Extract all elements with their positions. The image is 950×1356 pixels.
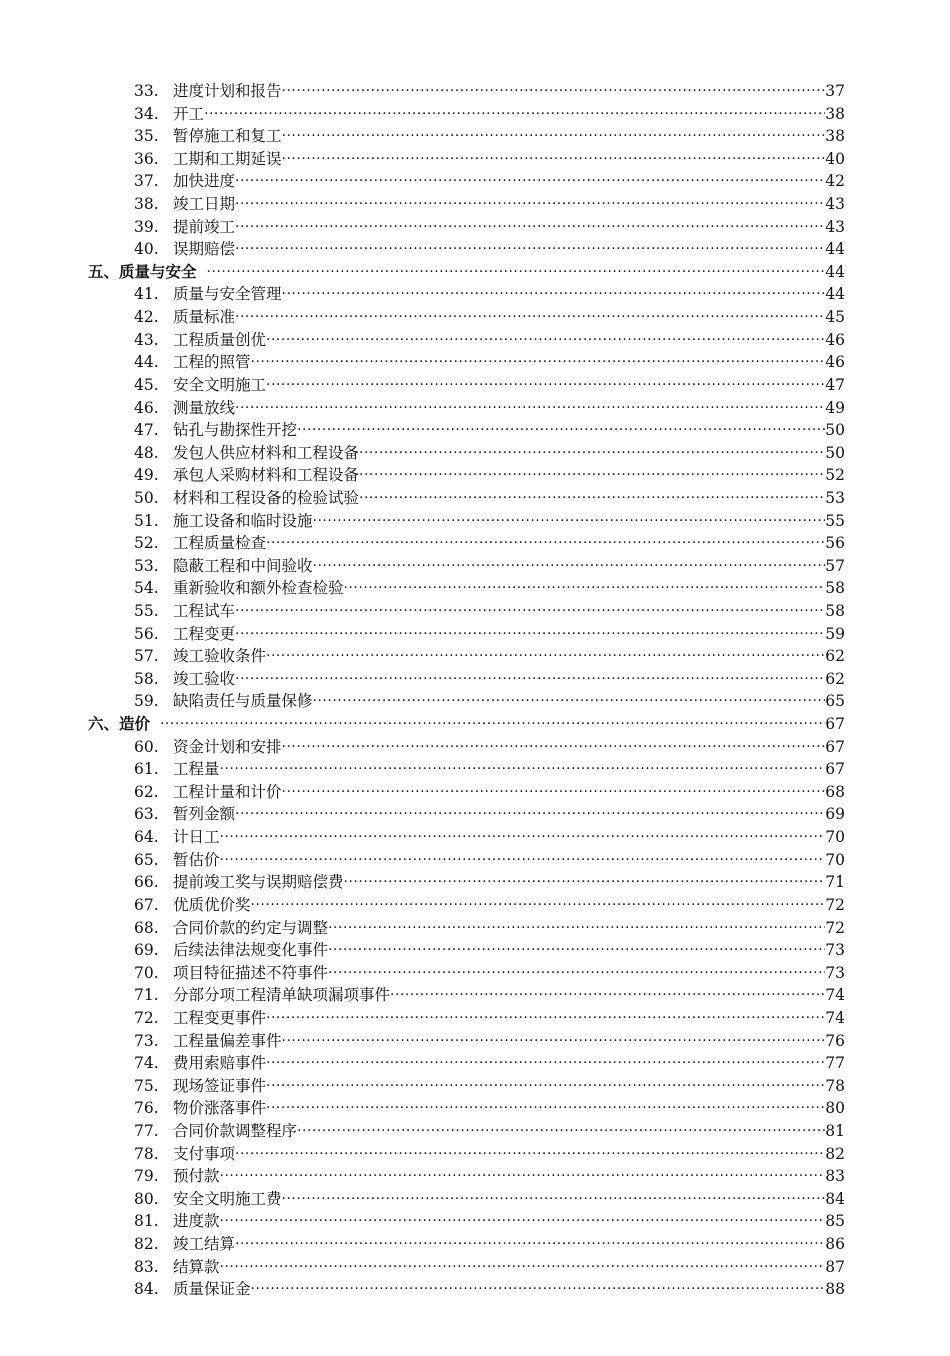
toc-entry-number: 66. [134,873,159,892]
toc-entry[interactable] [88,329,845,352]
toc-entry[interactable] [88,442,845,465]
toc-entry-number: 59. [134,692,159,711]
toc-entry-number: 61. [134,760,159,779]
toc-entry-title: 竣工验收条件 [173,647,267,666]
toc-entry-number: 37. [134,172,159,191]
toc-entry-page: 67 [825,715,845,734]
toc-entry-number: 47. [134,421,159,440]
toc-entry-page: 76 [825,1031,845,1050]
toc-dot-leader [266,374,825,397]
toc-entry-page: 71 [825,873,845,892]
toc-entry-number: 43. [134,330,159,349]
toc-entry-page: 67 [825,737,845,756]
toc-entry[interactable] [88,1143,845,1166]
toc-entry-page: 45 [825,308,845,327]
toc-entry-title: 合同价款调整程序 [173,1122,298,1141]
toc-entry-page: 74 [825,1008,845,1027]
toc-entry-number: 48. [134,443,159,462]
toc-entry-number: 71. [134,986,159,1005]
toc-dot-leader [235,803,825,826]
toc-entry[interactable] [88,1233,845,1256]
toc-dot-leader [328,939,825,962]
toc-entry-title: 缺陷责任与质量保修 [173,692,313,711]
toc-entry-title: 六、造价 [88,715,151,734]
toc-dot-leader [297,419,825,442]
toc-entry-number: 51. [134,511,159,530]
toc-dot-leader [235,668,825,691]
toc-entry-number: 68. [134,918,159,937]
toc-entry-page: 52 [825,466,845,485]
toc-dot-leader [266,329,825,352]
toc-entry[interactable] [88,487,845,510]
toc-entry-title: 重新验收和额外检查检验 [173,579,344,598]
toc-entry-title: 加快进度 [173,172,236,191]
toc-entry-number: 35. [134,127,159,146]
toc-entry[interactable] [88,238,845,261]
toc-entry[interactable] [88,939,845,962]
toc-entry-number: 56. [134,624,159,643]
toc-dot-leader [235,238,825,261]
toc-entry-page: 87 [825,1257,845,1276]
toc-entry-page: 69 [825,805,845,824]
toc-entry-number: 49. [134,466,159,485]
toc-dot-leader [328,917,825,940]
toc-entry-title: 误期赔偿 [173,240,236,259]
toc-dot-leader [359,442,825,465]
toc-entry-number: 58. [134,669,159,688]
toc-entry-title: 承包人采购材料和工程设备 [173,466,360,485]
toc-entry-page: 74 [825,986,845,1005]
toc-entry[interactable] [88,804,845,827]
toc-entry-title: 隐蔽工程和中间验收 [173,556,313,575]
toc-dot-leader [297,1120,825,1143]
toc-entry-number: 67. [134,895,159,914]
toc-entry-page: 56 [825,534,845,553]
toc-entry-page: 57 [825,556,845,575]
toc-entry[interactable] [88,600,845,623]
toc-entry-title: 施工设备和临时设施 [173,511,313,530]
toc-entry-title: 安全文明施工费 [173,1189,282,1208]
toc-dot-leader [344,577,826,600]
toc-entry-title: 工程质量创优 [173,330,267,349]
toc-entry-number: 81. [134,1212,159,1231]
toc-entry-page: 37 [825,81,845,100]
toc-dot-leader [235,170,825,193]
toc-entry-number: 33. [134,81,159,100]
toc-entry[interactable] [88,1030,845,1053]
toc-entry[interactable] [88,894,845,917]
toc-entry-number: 82. [134,1235,159,1254]
toc-entry-page: 49 [825,398,845,417]
toc-entry-page: 42 [825,172,845,191]
toc-entry-title: 工程变更事件 [173,1008,267,1027]
toc-dot-leader [235,623,825,646]
toc-entry-number: 63. [134,805,159,824]
toc-dot-leader [282,1188,826,1211]
toc-entry-page: 58 [825,602,845,620]
toc-dot-leader [282,1030,826,1053]
toc-entry-page: 70 [825,828,845,847]
toc-dot-leader [359,464,825,487]
toc-entry-title: 五、质量与安全 [88,262,197,281]
toc-entry-title: 优质优价奖 [173,895,251,914]
toc-entry-title: 提前竣工 [173,217,236,236]
toc-entry-page: 82 [825,1144,845,1163]
toc-dot-leader [220,849,826,872]
toc-entry-title: 进度款 [173,1212,220,1231]
toc-dot-leader [344,871,826,894]
toc-entry[interactable] [88,623,845,646]
toc-entry[interactable] [88,555,845,578]
toc-entry-number: 83. [134,1257,159,1276]
toc-dot-leader [160,713,825,736]
table-of-contents [88,80,845,1301]
toc-entry-number: 42. [134,308,159,327]
toc-entry-page: 46 [825,330,845,349]
toc-entry-page: 62 [825,647,845,666]
toc-entry[interactable] [88,917,845,940]
toc-entry-page: 44 [825,285,845,304]
toc-entry-page: 68 [825,782,845,801]
toc-entry[interactable] [88,1256,845,1279]
toc-entry-number: 52. [134,534,159,553]
toc-entry[interactable] [88,397,845,420]
toc-entry-title: 进度计划和报告 [173,81,282,100]
toc-entry-page: 67 [825,760,845,779]
toc-entry-title: 费用索赔事件 [173,1054,267,1073]
toc-entry-number: 55. [134,602,159,620]
toc-entry-number: 74. [134,1054,159,1073]
toc-dot-leader [235,600,825,623]
toc-entry-page: 44 [825,262,845,281]
toc-entry-number: 77. [134,1122,159,1141]
toc-entry-page: 65 [825,692,845,711]
toc-entry[interactable] [88,216,845,239]
toc-entry-title: 资金计划和安排 [173,737,282,756]
toc-entry[interactable] [88,1120,845,1143]
toc-dot-leader [282,80,826,103]
toc-entry[interactable] [88,871,845,894]
toc-entry-number: 54. [134,579,159,598]
toc-entry-title: 发包人供应材料和工程设备 [173,443,360,462]
toc-entry-page: 88 [825,1280,845,1299]
toc-entry-page: 38 [825,127,845,146]
toc-entry-page: 72 [825,918,845,937]
toc-entry-page: 72 [825,895,845,914]
toc-entry[interactable] [88,758,845,781]
toc-dot-leader [220,1256,826,1279]
toc-entry-page: 50 [825,443,845,462]
toc-dot-leader [266,645,825,668]
toc-dot-leader [235,1143,825,1166]
toc-entry-title: 物价涨落事件 [173,1099,267,1118]
toc-entry-page: 43 [825,195,845,214]
toc-entry[interactable] [88,170,845,193]
toc-entry-title: 现场签证事件 [173,1076,267,1095]
toc-entry-title: 合同价款的约定与调整 [173,918,329,937]
toc-entry-title: 工期和工期延误 [173,149,282,168]
toc-entry-number: 64. [134,828,159,847]
toc-entry[interactable] [88,962,845,985]
toc-dot-leader [235,216,825,239]
toc-entry-title: 工程的照管 [173,353,251,372]
toc-entry-number: 79. [134,1167,159,1186]
toc-entry[interactable] [88,148,845,171]
toc-entry-page: 62 [825,669,845,688]
toc-entry[interactable] [88,826,845,849]
toc-entry[interactable] [88,1052,845,1075]
toc-entry-number: 39. [134,217,159,236]
toc-entry-page: 43 [825,217,845,236]
toc-dot-leader [266,1075,825,1098]
toc-section-heading[interactable] [88,261,845,284]
toc-entry-page: 44 [825,240,845,259]
toc-entry-page: 73 [825,963,845,982]
toc-entry[interactable] [88,1007,845,1030]
toc-entry[interactable] [88,736,845,759]
toc-dot-leader [207,261,826,284]
toc-entry[interactable] [88,577,845,600]
toc-entry-title: 质量标准 [173,308,236,327]
toc-entry-page: 77 [825,1054,845,1073]
toc-entry[interactable] [88,374,845,397]
toc-entry-number: 40. [134,240,159,259]
toc-entry-number: 62. [134,782,159,801]
toc-entry-number: 65. [134,850,159,869]
toc-entry-title: 竣工日期 [173,195,236,214]
toc-dot-leader [220,1210,826,1233]
toc-entry[interactable] [88,1165,845,1188]
toc-entry-number: 46. [134,398,159,417]
toc-dot-leader [282,736,826,759]
toc-dot-leader [313,555,826,578]
toc-entry-page: 85 [825,1212,845,1231]
toc-entry-page: 38 [825,104,845,123]
toc-dot-leader [313,510,826,533]
toc-entry-title: 工程量 [173,760,220,779]
toc-dot-leader [282,283,826,306]
toc-entry[interactable] [88,464,845,487]
toc-entry[interactable] [88,193,845,216]
toc-entry-page: 83 [825,1167,845,1186]
toc-entry[interactable] [88,645,845,668]
toc-entry[interactable] [88,690,845,713]
toc-entry-number: 73. [134,1031,159,1050]
toc-entry-number: 38. [134,195,159,214]
toc-dot-leader [251,1278,826,1301]
toc-entry-title: 工程变更 [173,624,236,643]
toc-entry-title: 竣工验收 [173,669,236,688]
toc-entry-title: 暂列金额 [173,805,236,824]
toc-dot-leader [282,781,826,804]
toc-dot-leader [266,1052,825,1075]
toc-entry-number: 45. [134,375,159,394]
toc-entry-page: 73 [825,941,845,960]
toc-entry-title: 结算款 [173,1257,220,1276]
toc-entry-title: 暂估价 [173,850,220,869]
toc-entry-number: 72. [134,1008,159,1027]
toc-entry-page: 81 [825,1122,845,1141]
toc-entry-title: 测量放线 [173,398,236,417]
toc-dot-leader [251,351,826,374]
toc-entry-number: 78. [134,1144,159,1163]
toc-entry-title: 工程试车 [173,602,236,620]
toc-entry-number: 50. [134,488,159,507]
toc-dot-leader [266,1097,825,1120]
toc-entry-number: 53. [134,556,159,575]
toc-entry-title: 后续法律法规变化事件 [173,941,329,960]
toc-entry-page: 58 [825,579,845,598]
toc-entry[interactable] [88,668,845,691]
toc-entry-page: 78 [825,1076,845,1095]
toc-entry[interactable] [88,1210,845,1233]
toc-entry-page: 59 [825,624,845,643]
toc-dot-leader [390,984,825,1007]
toc-entry-title: 工程计量和计价 [173,782,282,801]
toc-entry-title: 计日工 [173,828,220,847]
toc-entry-number: 80. [134,1189,159,1208]
toc-entry-page: 47 [825,375,845,394]
toc-entry-number: 84. [134,1280,159,1299]
toc-entry-number: 75. [134,1076,159,1095]
toc-entry[interactable] [88,125,845,148]
toc-entry-page: 50 [825,421,845,440]
toc-entry[interactable] [88,510,845,533]
toc-dot-leader [251,894,826,917]
toc-entry-page: 53 [825,488,845,507]
toc-entry-number: 44. [134,353,159,372]
toc-entry-title: 预付款 [173,1167,220,1186]
toc-entry[interactable] [88,306,845,329]
toc-dot-leader [235,397,825,420]
toc-entry-title: 支付事项 [173,1144,236,1163]
toc-entry-page: 70 [825,850,845,869]
toc-entry[interactable] [88,1188,845,1211]
toc-entry[interactable] [88,849,845,872]
toc-entry-title: 暂停施工和复工 [173,127,282,146]
toc-dot-leader [235,193,825,216]
toc-entry-number: 69. [134,941,159,960]
toc-section-heading[interactable] [88,713,845,736]
toc-entry-page: 80 [825,1099,845,1118]
toc-entry[interactable] [88,283,845,306]
toc-entry-title: 质量与安全管理 [173,285,282,304]
toc-dot-leader [266,532,825,555]
toc-entry[interactable] [88,781,845,804]
toc-dot-leader [313,690,826,713]
toc-entry-title: 提前竣工奖与误期赔偿费 [173,873,344,892]
toc-entry-number: 41. [134,285,159,304]
toc-entry-title: 工程质量检查 [173,534,267,553]
toc-entry-title: 质量保证金 [173,1280,251,1299]
toc-entry[interactable] [88,80,845,103]
toc-dot-leader [328,962,825,985]
toc-entry-title: 安全文明施工 [173,375,267,394]
toc-entry[interactable] [88,984,845,1007]
toc-dot-leader [282,125,826,148]
toc-dot-leader [266,1007,825,1030]
toc-entry-number: 34. [134,104,159,123]
toc-dot-leader [220,1165,826,1188]
toc-entry-title: 钻孔与勘探性开挖 [173,421,298,440]
toc-dot-leader [282,148,826,171]
toc-entry[interactable] [88,1278,845,1301]
toc-entry-page: 84 [825,1189,845,1208]
toc-entry-title: 分部分项工程清单缺项漏项事件 [173,986,391,1005]
toc-entry-title: 项目特征描述不符事件 [173,963,329,982]
toc-entry-title: 开工 [173,104,205,123]
toc-dot-leader [235,306,825,329]
toc-dot-leader [220,758,826,781]
toc-entry-page: 55 [825,511,845,530]
toc-entry-page: 40 [825,149,845,168]
toc-entry[interactable] [88,103,845,126]
toc-entry-title: 材料和工程设备的检验试验 [173,488,360,507]
toc-entry-page: 86 [825,1235,845,1254]
toc-entry[interactable] [88,351,845,374]
toc-dot-leader [204,103,825,126]
toc-entry-number: 76. [134,1099,159,1118]
toc-entry[interactable] [88,419,845,442]
toc-entry[interactable] [88,532,845,555]
toc-entry[interactable] [88,1075,845,1098]
toc-dot-leader [359,487,825,510]
toc-dot-leader [235,1233,825,1256]
toc-entry-number: 36. [134,149,159,168]
toc-entry[interactable] [88,1097,845,1120]
toc-entry-number: 57. [134,647,159,666]
toc-entry-title: 工程量偏差事件 [173,1031,282,1050]
toc-entry-number: 70. [134,963,159,982]
toc-entry-number: 60. [134,737,159,756]
toc-dot-leader [220,826,826,849]
toc-entry-title: 竣工结算 [173,1235,236,1254]
toc-entry-page: 46 [825,353,845,372]
